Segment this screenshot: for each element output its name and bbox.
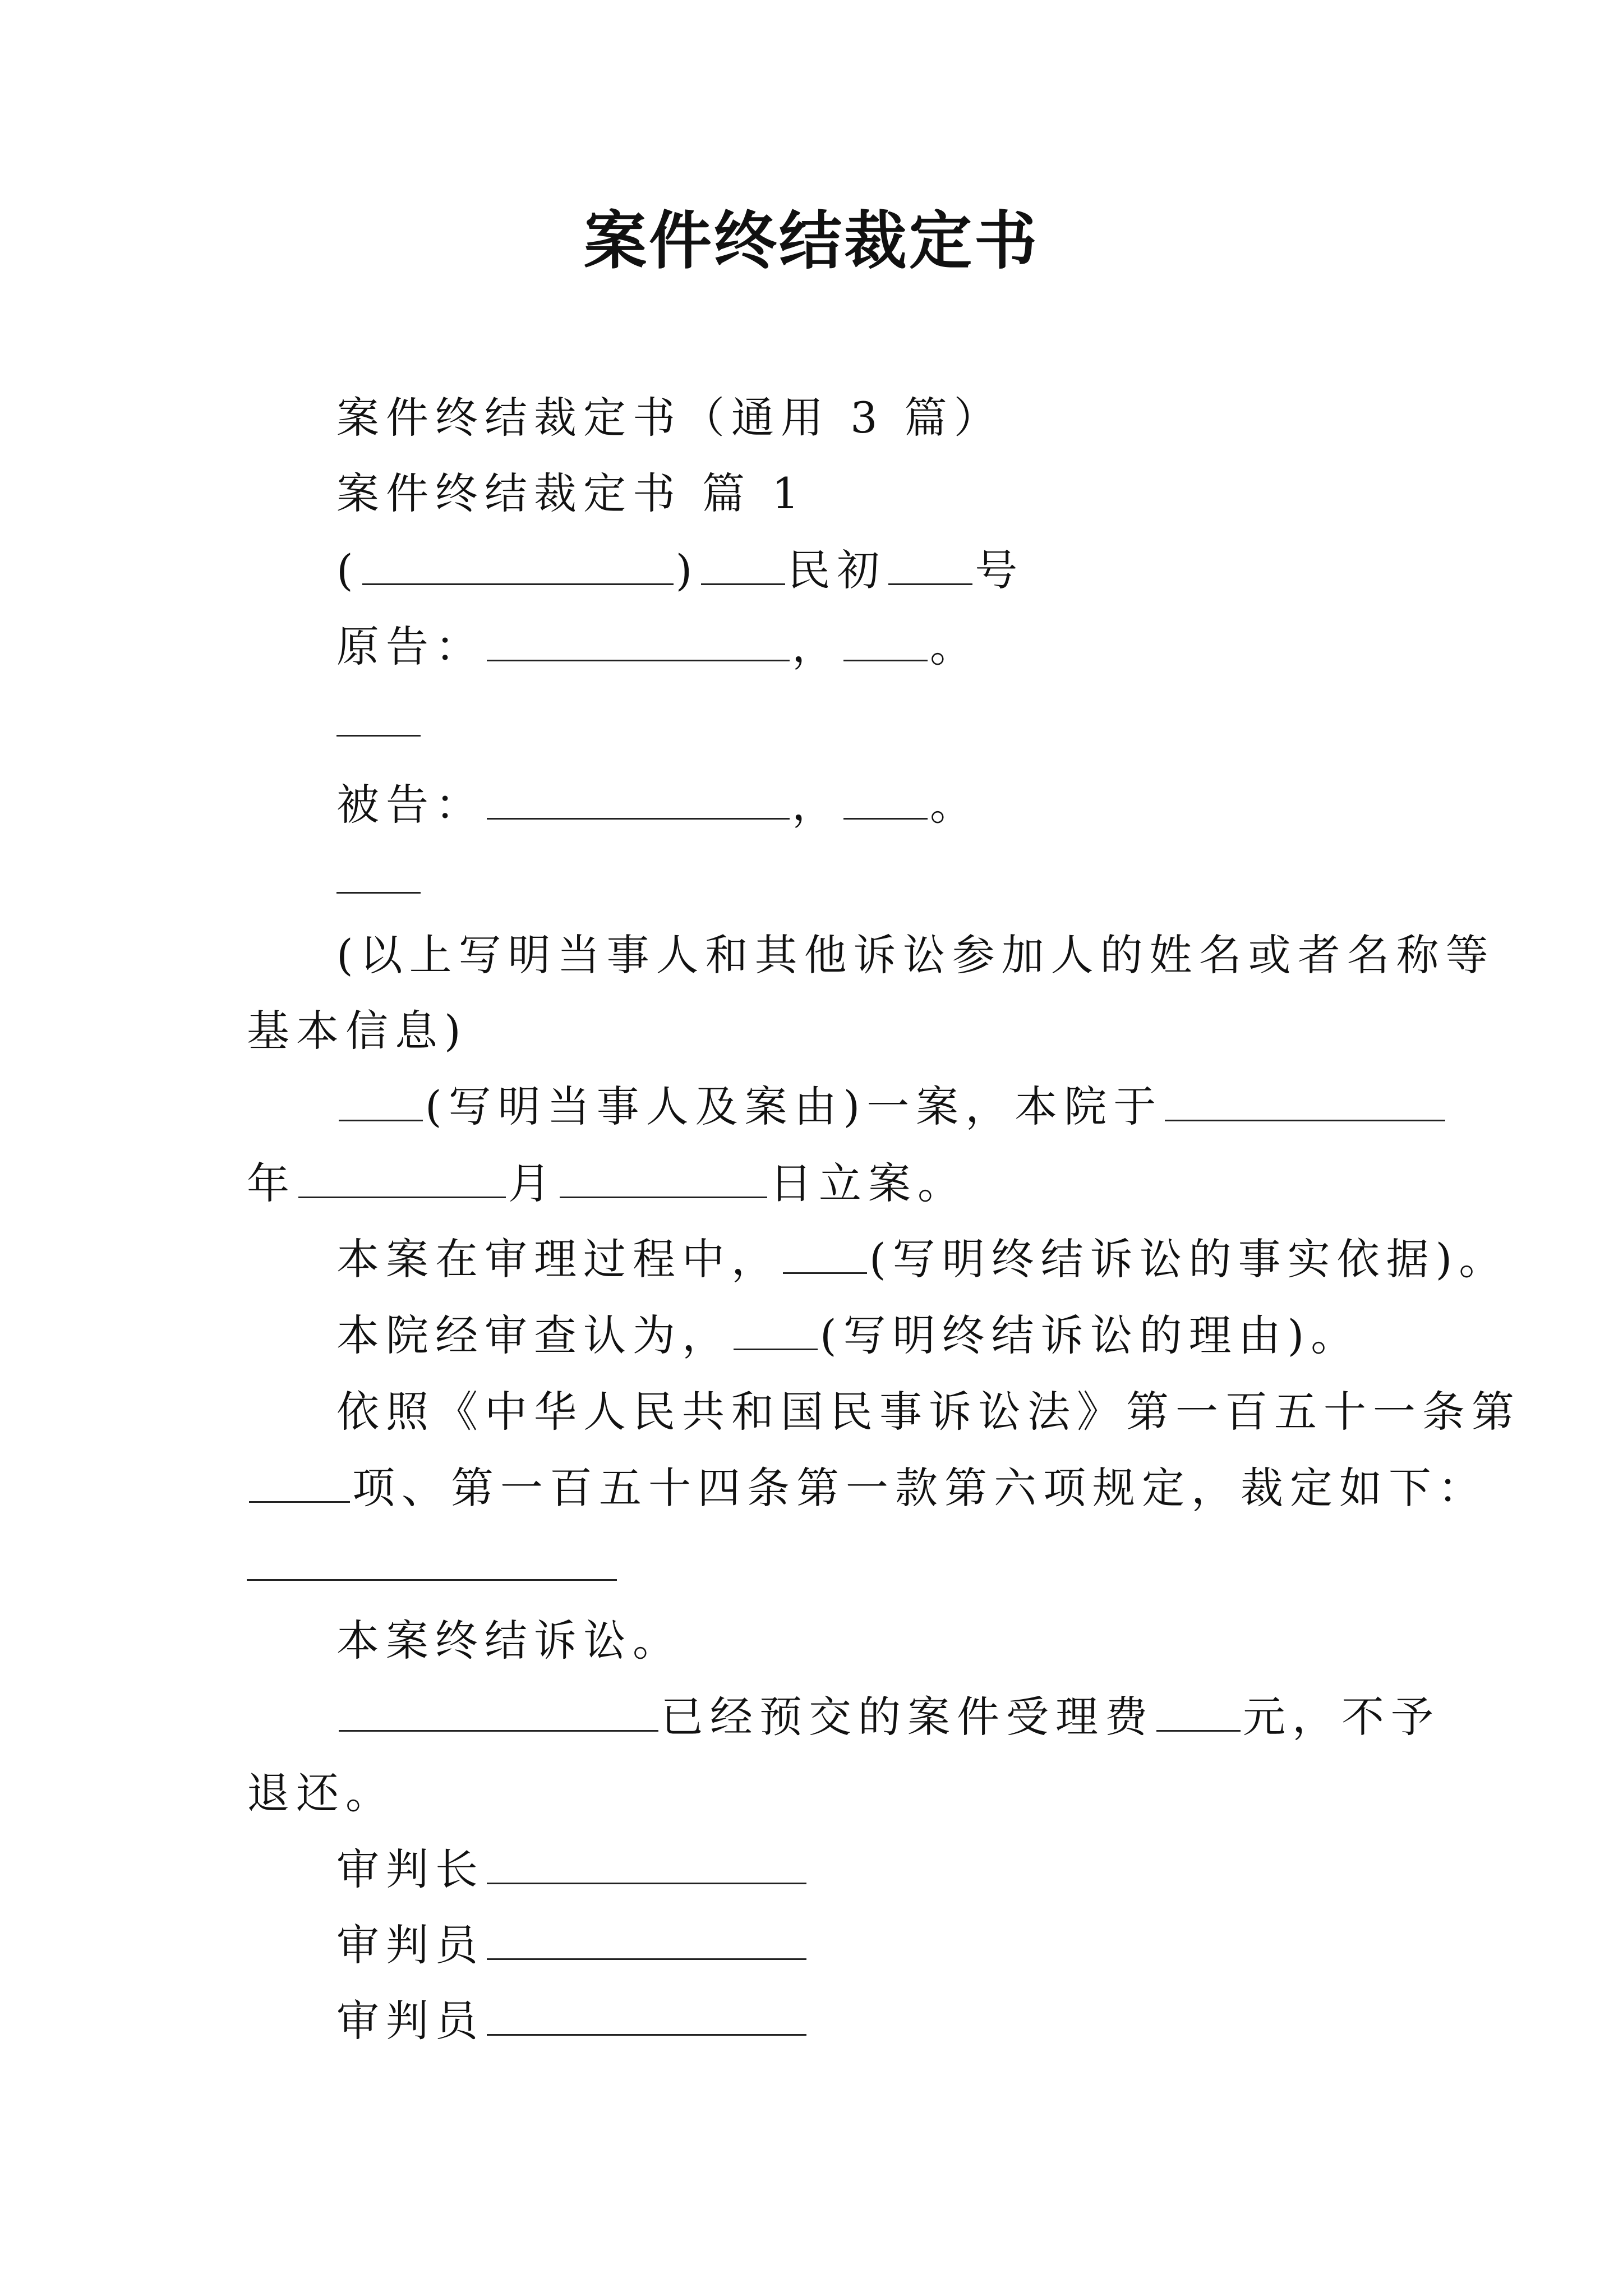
fee-line-2: 退还。 — [247, 1768, 395, 1818]
fee-payer-blank — [339, 1694, 658, 1732]
defendant-stop: 。 — [930, 780, 979, 830]
signature-line-judge-1 — [336, 1915, 809, 1976]
filing-date-blank — [1165, 1084, 1445, 1121]
review-text-b: (写明终结诉讼的理由)。 — [820, 1310, 1361, 1360]
case-number-close-paren: ) — [675, 545, 699, 595]
year-blank — [701, 547, 785, 585]
document-subtitle: 案件终结裁定书（通用 3 篇） — [336, 393, 1003, 443]
trial-line — [336, 1228, 1508, 1290]
plaintiff-extra-blank — [336, 735, 421, 737]
defendant-info-blank — [843, 782, 928, 820]
filing-day-blank — [560, 1161, 767, 1198]
fee-line-1 — [336, 1686, 1440, 1748]
review-text-a: 本院经审查认为， — [336, 1310, 731, 1360]
filing-day: 日立案。 — [769, 1158, 967, 1208]
number-blank — [888, 547, 972, 585]
plaintiff-comma: ， — [792, 622, 841, 671]
plaintiff-stop: 。 — [930, 622, 979, 671]
plaintiff-line — [336, 616, 979, 678]
plaintiff-info-blank — [843, 624, 928, 661]
signature-label: 审判长 — [336, 1844, 485, 1894]
case-number-line — [336, 540, 1024, 601]
filing-line-2 — [247, 1153, 967, 1214]
plaintiff-label: 原告： — [336, 622, 485, 671]
trial-blank — [783, 1236, 867, 1274]
document-title: 案件终结裁定书 — [584, 204, 1039, 278]
defendant-label: 被告： — [336, 780, 485, 830]
note-line-2: 基本信息) — [247, 1006, 468, 1056]
signature-blank — [487, 1998, 806, 2036]
review-line — [336, 1305, 1360, 1366]
basis-line-2 — [247, 1457, 1487, 1519]
basis-line-1: 依照《中华人民共和国民事诉讼法》第一百五十一条第 — [336, 1387, 1521, 1437]
basis-text-2: 项、第一百五十四条第一款第六项规定，裁定如下： — [352, 1463, 1487, 1513]
signature-blank — [487, 1922, 806, 1960]
defendant-comma: ， — [792, 780, 841, 830]
defendant-name-blank — [487, 782, 790, 820]
fee-amount-blank — [1156, 1694, 1241, 1732]
signature-label: 审判员 — [336, 1920, 485, 1970]
filing-month: 月 — [508, 1158, 557, 1208]
case-number-open-paren: ( — [336, 545, 360, 595]
fee-text-a: 已经预交的案件受理费 — [661, 1692, 1154, 1742]
note-line-1: (以上写明当事人和其他诉讼参加人的姓名或者名称等 — [336, 930, 1495, 980]
section-heading: 案件终结裁定书 篇 1 — [336, 468, 806, 518]
signature-label: 审判员 — [336, 1996, 485, 2046]
defendant-extra-blank — [336, 892, 421, 894]
case-number-suffix: 号 — [975, 545, 1025, 595]
filing-month-blank — [298, 1161, 506, 1198]
clause-blank — [249, 1465, 350, 1503]
plaintiff-name-blank — [487, 624, 790, 661]
filing-line-1 — [336, 1076, 1447, 1138]
parties-blank — [339, 1084, 423, 1121]
signature-blank — [487, 1847, 806, 1884]
trial-text-a: 本案在审理过程中， — [336, 1234, 781, 1284]
filing-text: (写明当事人及案由)一案，本院于 — [425, 1082, 1163, 1131]
court-blank — [362, 547, 674, 585]
signature-line-judge-2 — [336, 1990, 809, 2052]
ruling-line: 本案终结诉讼。 — [336, 1616, 682, 1665]
review-blank — [734, 1313, 818, 1350]
ruling-blank — [247, 1579, 617, 1581]
filing-year: 年 — [247, 1158, 296, 1208]
defendant-line — [336, 774, 979, 836]
trial-text-b: (写明终结诉讼的事实依据)。 — [869, 1234, 1509, 1284]
fee-text-b: 元，不予 — [1243, 1692, 1440, 1742]
case-number-type: 民初 — [787, 545, 887, 595]
signature-line-presiding — [336, 1839, 809, 1901]
